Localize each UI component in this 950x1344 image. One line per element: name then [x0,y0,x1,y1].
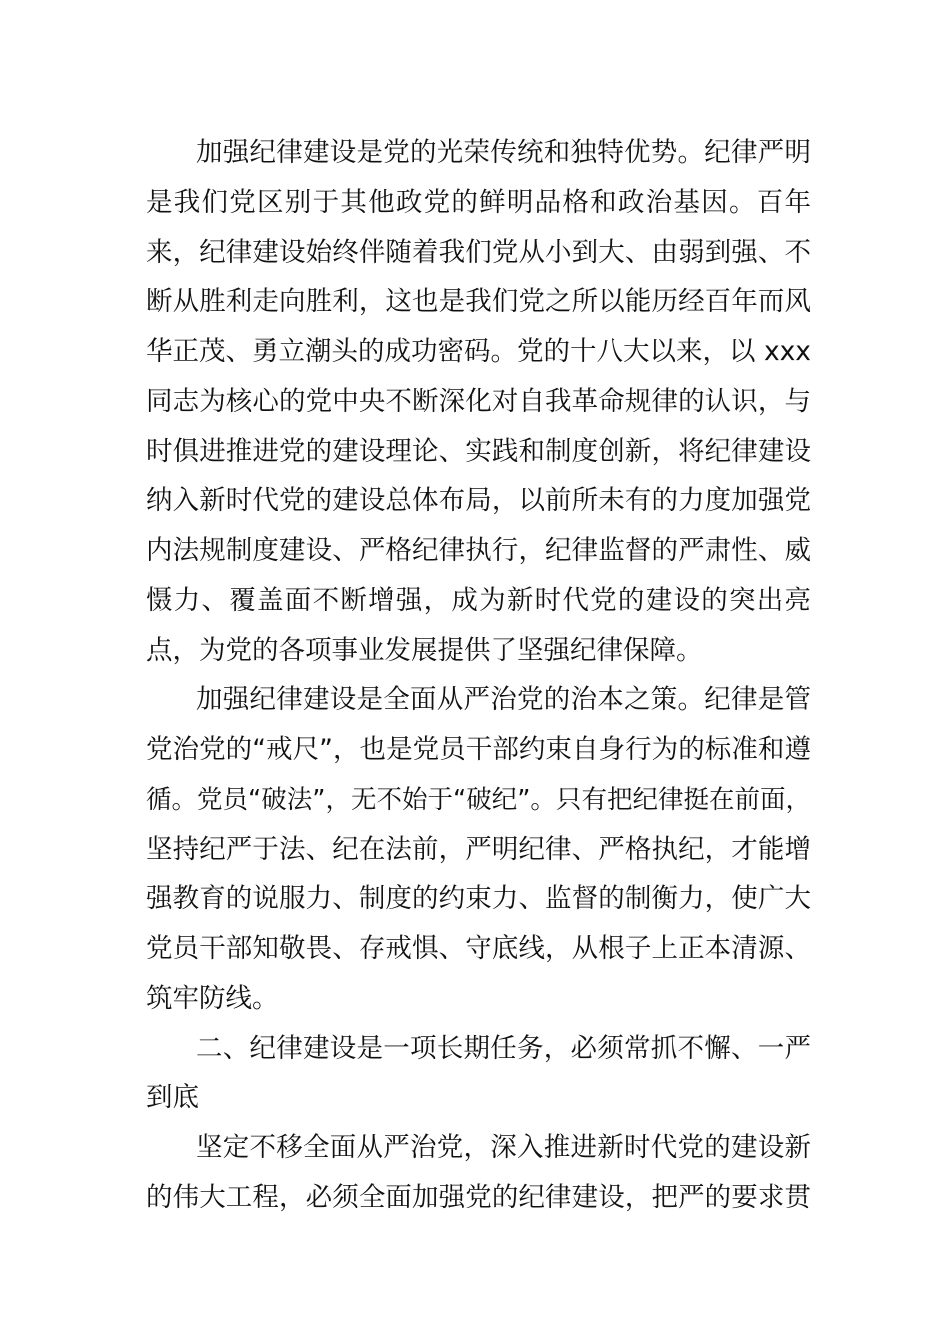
text-line: 循。党员“破法”，无不始于“破纪”。只有把纪律挺在前面， [146,785,811,815]
text-line: 加强纪律建设是全面从严治党的治本之策。纪律是管 [196,684,811,715]
text-line: 党治党的“戒尺”，也是党员干部约束自身行为的标准和遵 [146,734,811,765]
text-line: 党员干部知敬畏、存戒惧、守底线，从根子上正本清源、 [146,933,811,964]
text-line: 来，纪律建设始终伴随着我们党从小到大、由弱到强、不 [146,237,811,268]
text-line: 坚定不移全面从严治党，深入推进新时代党的建设新 [196,1132,811,1163]
text-line: 是我们党区别于其他政党的鲜明品格和政治基因。百年 [146,187,811,218]
text-line: 断从胜利走向胜利，这也是我们党之所以能历经百年而风 [146,286,811,317]
text-line: 强教育的说服力、制度的约束力、监督的制衡力，使广大 [146,883,811,914]
text-line: 华正茂、勇立潮头的成功密码。党的十八大以来，以 xxx [146,336,811,367]
text-line: 筑牢防线。 [146,983,279,1014]
text-line: 同志为核心的党中央不断深化对自我革命规律的认识，与 [146,386,811,417]
text-line: 到底 [146,1082,199,1113]
text-line: 时俱进推进党的建设理论、实践和制度创新，将纪律建设 [146,436,811,467]
text-line: 点，为党的各项事业发展提供了坚强纪律保障。 [146,635,703,666]
text-line: 加强纪律建设是党的光荣传统和独特优势。纪律严明 [196,137,811,168]
text-line: 慑力、覆盖面不断增强，成为新时代党的建设的突出亮 [146,585,811,616]
text-line: 内法规制度建设、严格纪律执行，纪律监督的严肃性、威 [146,535,811,566]
text-line: 二、纪律建设是一项长期任务，必须常抓不懈、一严 [196,1033,811,1064]
text-line: 纳入新时代党的建设总体布局，以前所未有的力度加强党 [146,485,811,516]
text-line: 的伟大工程，必须全面加强党的纪律建设，把严的要求贯 [146,1182,811,1213]
text-line: 坚持纪严于法、纪在法前，严明纪律、严格执纪，才能增 [146,834,811,865]
